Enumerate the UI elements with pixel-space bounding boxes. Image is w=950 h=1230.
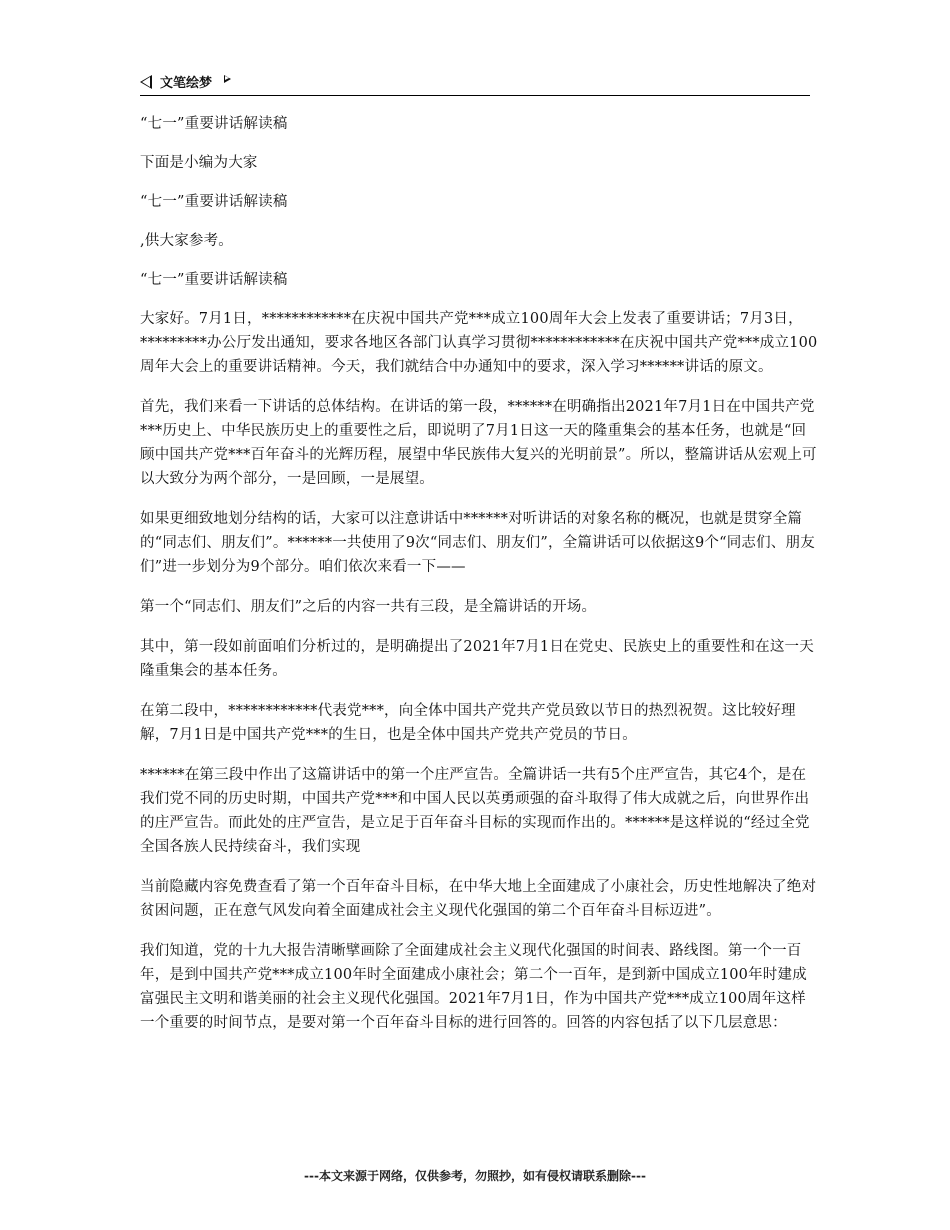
document-body bbox=[140, 112, 820, 1051]
body-paragraph: 首先，我们来看一下讲话的总体结构。在讲话的第一段，******在明确指出2021年7月1日在中国共产党***历史上、中华民族历史上的重要性之后，即说明了7月1日这一天的隆重集会的基本任务，也就是“回顾中国共产党***百年奋斗的光辉历程，展望中华民族伟大复兴的光明前景”。所以，整篇讲话从宏观上可以大致分为两个部分，一是回顾，一是展望。 bbox=[140, 399, 817, 487]
title-line: “七一”重要讲话解读稿 bbox=[140, 194, 288, 210]
brand-name: 文笔绘梦 bbox=[160, 76, 213, 91]
body-paragraph: 大家好。7月1日，************在庆祝中国共产党***成立100周年大会上发表了重要讲话；7月3日，*********办公厅发出通知，要求各地区各部门认真学习贯彻************在庆祝中国共产党***成立100周年大会上的重要讲话精神。今天，我们就结合中办通知中的要求，深入学习******讲话的原文。 bbox=[140, 311, 818, 375]
intro-line: 下面是小编为大家 bbox=[140, 155, 258, 171]
body-paragraph: 第一个“同志们、朋友们”之后的内容一共有三段，是全篇讲话的开场。 bbox=[140, 599, 597, 615]
title-line: “七一”重要讲话解读稿 bbox=[140, 116, 288, 132]
page-header bbox=[140, 68, 810, 96]
body-paragraph: 其中，第一段如前面咱们分析过的，是明确提出了2021年7月1日在党史、民族史上的重要性和在这一天隆重集会的基本任务。 bbox=[140, 639, 814, 679]
body-paragraph: 如果更细致地划分结构的话，大家可以注意讲话中******对听讲话的对象名称的概况，也就是贯穿全篇的“同志们、朋友们”。******一共使用了9次“同志们、朋友们”，全篇讲话可以依据这9个“同志们、朋友们”进一步划分为9个部分。咱们依次来看一下—— bbox=[140, 511, 815, 575]
body-paragraph: 当前隐藏内容免费查看了第一个百年奋斗目标，在中华大地上全面建成了小康社会，历史性地解决了绝对贫困问题，正在意气风发向着全面建成社会主义现代化强国的第二个百年奋斗目标迈进”。 bbox=[140, 879, 817, 919]
brand bbox=[140, 72, 231, 91]
body-paragraph: 在第二段中，************代表党***，向全体中国共产党共产党员致以节日的热烈祝贺。这比较好理解，7月1日是中国共产党***的生日，也是全体中国共产党共产党员的节日。 bbox=[140, 703, 796, 743]
back-triangle-icon bbox=[140, 75, 152, 89]
intro-line: ,供大家参考。 bbox=[140, 233, 234, 249]
body-paragraph: ******在第三段中作出了这篇讲话中的第一个庄严宣告。全篇讲话一共有5个庄严宣告，其它4个，是在我们党不同的历史时期，中国共产党***和中国人民以英勇顽强的奋斗取得了伟大成就之后，向世界作出的庄严宣告。而此处的庄严宣告，是立足于百年奋斗目标的实现而作出的。******是这样说的“经过全党全国各族人民持续奋斗，我们实现 bbox=[140, 767, 810, 855]
play-triangle-icon bbox=[224, 75, 231, 83]
footer-disclaimer: ---本文来源于网络，仅供参考，勿照抄，如有侵权请联系删除--- bbox=[304, 1169, 646, 1183]
title-line: “七一”重要讲话解读稿 bbox=[140, 272, 288, 288]
body-paragraph: 我们知道，党的十九大报告清晰擘画除了全面建成社会主义现代化强国的时间表、路线图。第一个一百年，是到中国共产党***成立100年时全面建成小康社会；第二个一百年，是到新中国成立100年时建成富强民主文明和谐美丽的社会主义现代化强国。2021年7月1日，作为中国共产党***成立100周年这样一个重要的时间节点，是要对第一个百年奋斗目标的进行回答的。回答的内容包括了以下几层意思： bbox=[140, 943, 807, 1031]
